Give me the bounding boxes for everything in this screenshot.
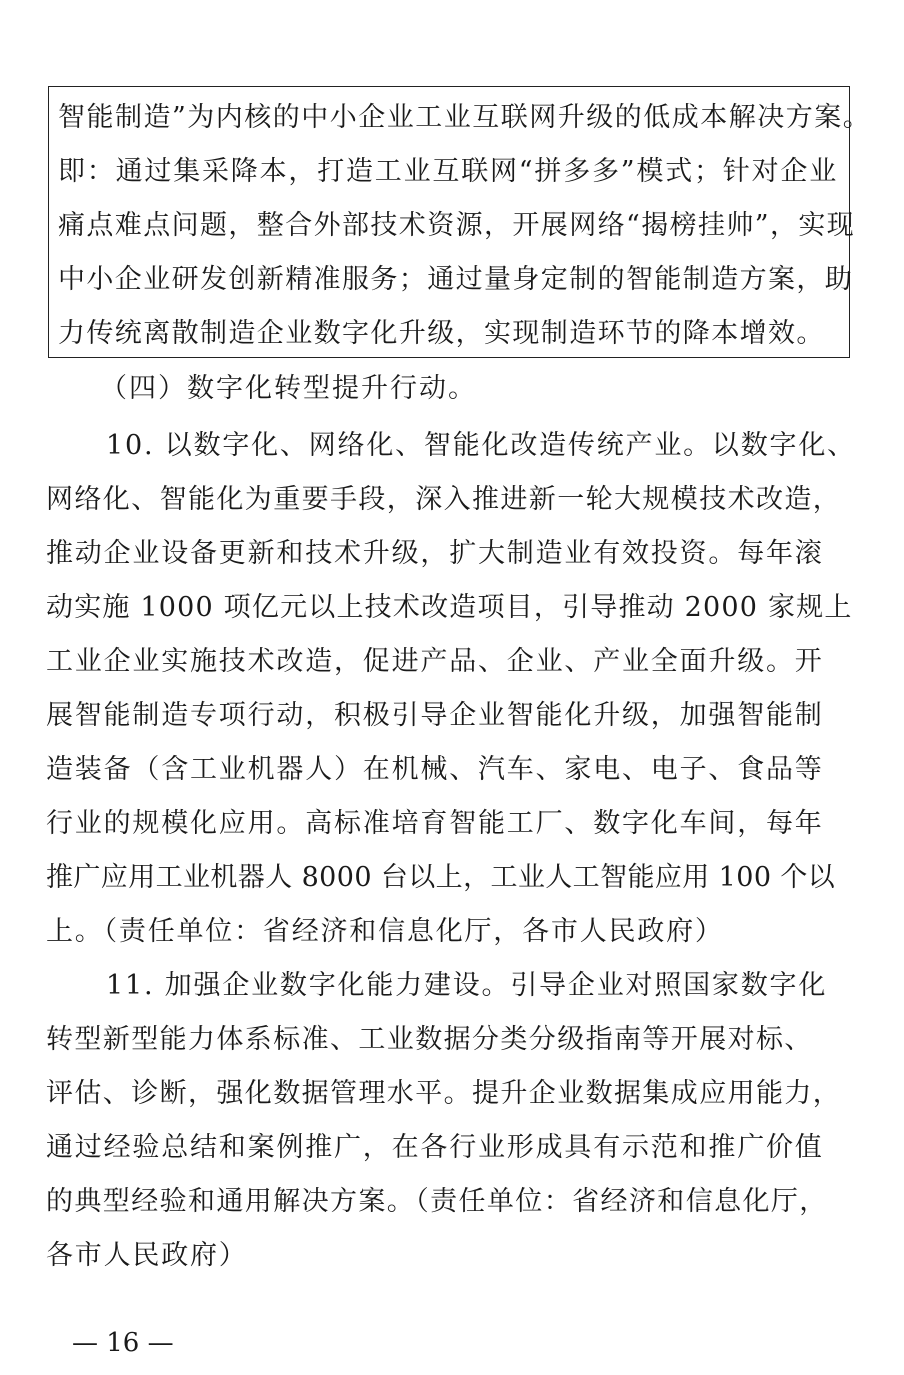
paragraph-line: 10. 以数字化、网络化、智能化改造传统产业。以数字化、 — [106, 430, 856, 461]
paragraph-line: 评估、诊断，强化数据管理水平。提升企业数据集成应用能力， — [46, 1078, 842, 1109]
paragraph-line: 造装备（含工业机器人）在机械、汽车、家电、电子、食品等 — [46, 754, 824, 785]
paragraph-line: 推广应用工业机器人 8000 台以上，工业人工智能应用 100 个以 — [46, 862, 836, 893]
paragraph-line: 的典型经验和通用解决方案。（责任单位：省经济和信息化厅， — [46, 1186, 828, 1217]
paragraph-line: 展智能制造专项行动，积极引导企业智能化升级，加强智能制 — [46, 700, 824, 731]
paragraph-line: 通过经验总结和案例推广，在各行业形成具有示范和推广价值 — [46, 1132, 824, 1163]
paragraph-line: 工业企业实施技术改造，促进产品、企业、产业全面升级。开 — [46, 646, 824, 677]
page-number: — 16 — — [72, 1328, 174, 1358]
paragraph-line: 推动企业设备更新和技术升级，扩大制造业有效投资。每年滚 — [46, 538, 824, 569]
boxed-line: 中小企业研发创新精准服务；通过量身定制的智能制造方案，助 — [58, 264, 854, 295]
paragraph-line: 上。（责任单位：省经济和信息化厅，各市人民政府） — [46, 916, 724, 947]
boxed-line: 智能制造”为内核的中小企业工业互联网升级的低成本解决方案。 — [58, 102, 872, 133]
paragraph-line: 行业的规模化应用。高标准培育智能工厂、数字化车间，每年 — [46, 808, 824, 839]
paragraph-line: 转型新型能力体系标准、工业数据分类分级指南等开展对标、 — [46, 1024, 813, 1055]
paragraph-line: 网络化、智能化为重要手段，深入推进新一轮大规模技术改造， — [46, 484, 842, 515]
boxed-line: 痛点难点问题，整合外部技术资源，开展网络“揭榜挂帅”，实现 — [58, 210, 856, 241]
paragraph-line: 各市人民政府） — [46, 1240, 248, 1271]
paragraph-line: 动实施 1000 项亿元以上技术改造项目，引导推动 2000 家规上 — [46, 592, 853, 623]
boxed-line: 力传统离散制造企业数字化升级，实现制造环节的降本增效。 — [58, 318, 825, 349]
section-heading: （四）数字化转型提升行动。 — [100, 373, 477, 404]
boxed-line: 即：通过集采降本，打造工业互联网“拼多多”模式；针对企业 — [58, 156, 839, 187]
paragraph-line: 11. 加强企业数字化能力建设。引导企业对照国家数字化 — [106, 970, 828, 1001]
